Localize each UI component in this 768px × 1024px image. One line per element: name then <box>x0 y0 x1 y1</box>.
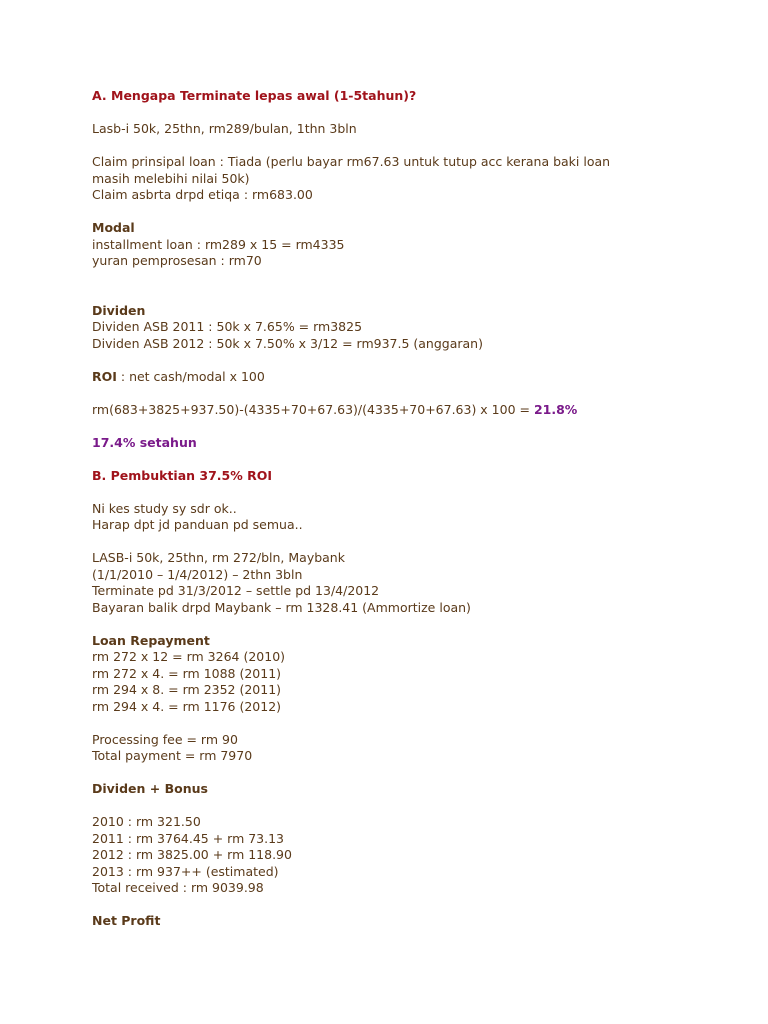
dividen-line: Dividen ASB 2011 : 50k x 7.65% = rm3825 <box>92 319 363 334</box>
fee-line: Total payment = rm 7970 <box>92 748 253 763</box>
roi-calculation <box>92 402 692 419</box>
case-line: LASB-i 50k, 25thn, rm 272/bln, Maybank <box>92 550 345 565</box>
bonus-line: Total received : rm 9039.98 <box>92 880 264 895</box>
roi-result: 21.8% <box>533 401 578 417</box>
annual-roi: 17.4% setahun <box>92 434 197 450</box>
net-profit-heading: Net Profit <box>92 913 161 928</box>
section-a-intro: Lasb-i 50k, 25thn, rm289/bulan, 1thn 3bln <box>92 121 357 136</box>
claim-principal-line-2: masih melebihi nilai 50k) <box>92 170 250 186</box>
claim-principal-line-1: Claim prinsipal loan : Tiada (perlu bayar rm67.63 untuk tutup acc kerana baki loan <box>92 154 611 169</box>
case-line: Terminate pd 31/3/2012 – settle pd 13/4/2012 <box>92 583 380 598</box>
section-b-intro: Ni kes study sy sdr ok.. <box>92 500 237 516</box>
case-line: Bayaran balik drpd Maybank – rm 1328.41 (Ammortize loan) <box>92 599 471 615</box>
modal-line: yuran pemprosesan : rm70 <box>92 253 262 268</box>
repayment-line: rm 272 x 4. = rm 1088 (2011) <box>92 665 282 681</box>
repayment-line: rm 294 x 4. = rm 1176 (2012) <box>92 698 282 714</box>
bonus-line: 2012 : rm 3825.00 + rm 118.90 <box>92 847 292 862</box>
roi-label: ROI <box>92 368 117 384</box>
repayment-line: rm 294 x 8. = rm 2352 (2011) <box>92 682 282 697</box>
loan-repayment-heading: Loan Repayment <box>92 632 210 648</box>
section-a-title: A. Mengapa Terminate lepas awal (1-5tahun)? <box>92 88 417 103</box>
section-b-title: B. Pembuktian 37.5% ROI <box>92 467 273 483</box>
repayment-line: rm 272 x 12 = rm 3264 (2010) <box>92 649 286 664</box>
document-body <box>92 88 692 930</box>
fee-line: Processing fee = rm 90 <box>92 731 238 747</box>
modal-line: installment loan : rm289 x 15 = rm4335 <box>92 236 345 252</box>
roi-formula <box>92 369 692 386</box>
bonus-line: 2013 : rm 937++ (estimated) <box>92 863 279 879</box>
dividen-bonus-heading: Dividen + Bonus <box>92 781 208 796</box>
modal-heading: Modal <box>92 220 135 235</box>
claim-asbrta: Claim asbrta drpd etiqa : rm683.00 <box>92 187 313 202</box>
dividen-line: Dividen ASB 2012 : 50k x 7.50% x 3/12 = rm937.5 (anggaran) <box>92 335 483 351</box>
section-b-intro: Harap dpt jd panduan pd semua.. <box>92 517 303 532</box>
bonus-line: 2010 : rm 321.50 <box>92 814 201 829</box>
roi-calc-text: rm(683+3825+937.50)-(4335+70+67.63)/(4335+70+67.63) x 100 = <box>92 401 534 417</box>
dividen-heading: Dividen <box>92 302 146 318</box>
case-line: (1/1/2010 – 1/4/2012) – 2thn 3bln <box>92 566 303 582</box>
bonus-line: 2011 : rm 3764.45 + rm 73.13 <box>92 830 285 846</box>
roi-formula-text: : net cash/modal x 100 <box>116 368 265 384</box>
